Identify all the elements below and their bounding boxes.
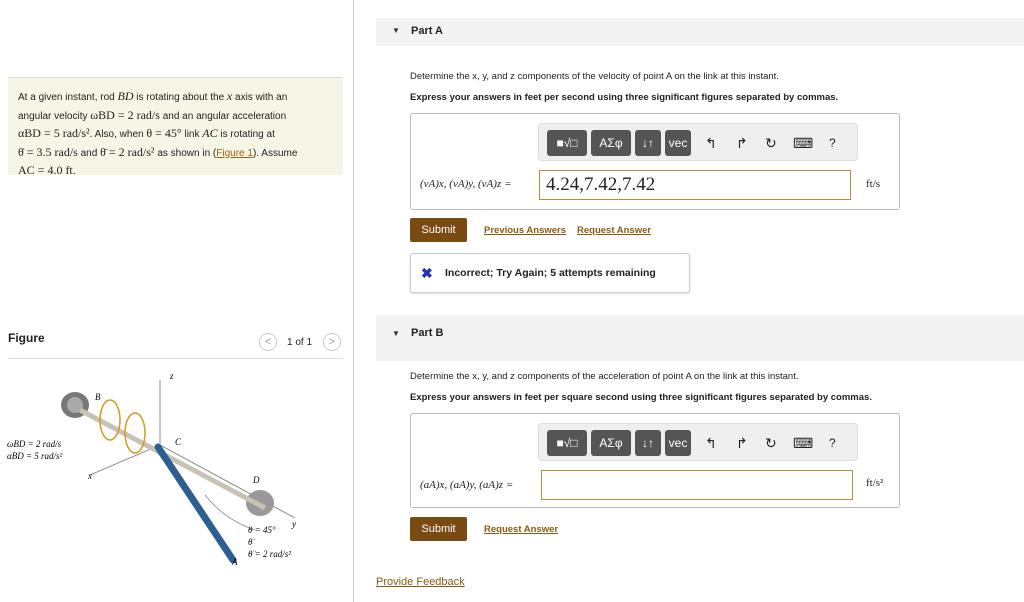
answer-label: (aA)x, (aA)y, (aA)z = — [420, 479, 514, 491]
templates-button[interactable]: ■√□ — [547, 430, 587, 456]
text: . Also, when — [89, 129, 147, 140]
vec-button[interactable]: vec — [665, 430, 691, 456]
math: αBD = 5 rad/s² — [18, 126, 90, 140]
text: link — [181, 129, 203, 140]
figure-title: Figure — [8, 331, 45, 345]
prev-figure-button[interactable]: < — [259, 333, 277, 351]
redo-icon[interactable]: ↱ — [736, 435, 748, 451]
keyboard-icon[interactable]: ⌨ — [793, 435, 814, 451]
text: and an angular acceleration — [159, 110, 287, 122]
redo-icon[interactable]: ↱ — [736, 135, 748, 151]
math: θ̈ = 2 rad/s² — [100, 144, 155, 159]
math: ωBD = 2 rad/s — [90, 107, 160, 122]
x-axis-label: x — [88, 471, 92, 481]
provide-feedback-link[interactable]: Provide Feedback — [376, 576, 465, 588]
math: θ̇ = 3.5 rad/s — [18, 144, 78, 159]
reset-icon[interactable]: ↻ — [765, 435, 777, 451]
greek-button[interactable]: ΑΣφ — [591, 130, 631, 156]
problem-statement — [8, 77, 343, 175]
part-a-title: Part A — [411, 25, 443, 37]
part-b-answer-box — [410, 413, 900, 508]
part-a-instruction: Express your answers in feet per second using three significant figures separated by commas. — [410, 92, 839, 103]
reset-icon[interactable]: ↻ — [765, 135, 777, 151]
theta-label: θ = 45° — [248, 525, 276, 535]
omega-label: ωBD = 2 rad/s — [7, 439, 62, 449]
panel-divider — [353, 0, 354, 602]
collapse-icon: ▼ — [392, 329, 400, 338]
math-toolbar — [538, 123, 858, 161]
unit-label: ft/s — [866, 178, 881, 190]
previous-answers-link[interactable]: Previous Answers — [484, 225, 567, 236]
text: At a given instant, rod — [18, 92, 118, 103]
text: and — [77, 147, 101, 159]
part-b-title: Part B — [411, 327, 444, 339]
text: is rotating about the — [133, 92, 227, 103]
math: AC = 4.0 ft. — [18, 163, 76, 177]
arrows-button[interactable]: ↓↑ — [635, 130, 661, 156]
part-a-question: Determine the x, y, and z components of the velocity of point A on the link at this instant. — [410, 71, 779, 82]
figure-image — [7, 365, 320, 580]
request-answer-link[interactable]: Request Answer — [577, 225, 652, 236]
math: AC — [202, 126, 218, 140]
answer-label: (vA)x, (vA)y, (vA)z = — [420, 178, 512, 190]
vec-button[interactable]: vec — [665, 130, 691, 156]
part-b-header[interactable] — [376, 315, 1024, 361]
figure-counter: 1 of 1 — [287, 337, 313, 348]
text: axis with an — [232, 92, 288, 103]
help-icon[interactable]: ? — [829, 436, 836, 450]
y-axis-label: y — [292, 519, 296, 529]
math: BD — [117, 89, 134, 103]
incorrect-icon: ✖ — [421, 265, 433, 281]
next-figure-button[interactable]: > — [323, 333, 341, 351]
collapse-icon: ▼ — [392, 26, 400, 35]
submit-button[interactable]: Submit — [410, 517, 467, 541]
point-c-label: C — [175, 437, 182, 447]
part-a-answer-box — [410, 113, 900, 210]
part-b-question: Determine the x, y, and z components of the acceleration of point A on the link at this instant. — [410, 371, 799, 382]
point-a-label: A — [232, 557, 238, 567]
text: angular velocity — [18, 110, 91, 122]
text: ). Assume — [252, 147, 298, 159]
math: x — [226, 89, 233, 103]
help-icon[interactable]: ? — [829, 136, 836, 150]
keyboard-icon[interactable]: ⌨ — [793, 135, 814, 151]
text: as shown in ( — [154, 147, 217, 159]
undo-icon[interactable]: ↰ — [705, 135, 717, 151]
thetadot-label: θ̇ — [248, 537, 253, 547]
undo-icon[interactable]: ↰ — [705, 435, 717, 451]
figure-link[interactable]: Figure 1 — [216, 147, 253, 159]
unit-label: ft/s² — [866, 477, 884, 489]
math-toolbar — [538, 423, 858, 461]
math: θ = 45° — [146, 126, 182, 140]
greek-button[interactable]: ΑΣφ — [591, 430, 631, 456]
thetaddot-label: θ̈ = 2 rad/s² — [248, 549, 291, 559]
velocity-answer-input[interactable]: 4.24,7.42,7.42 — [539, 170, 851, 200]
acceleration-answer-input[interactable] — [541, 470, 853, 500]
text: is rotating at — [217, 129, 275, 140]
part-b-instruction: Express your answers in feet per square second using three significant figures separated by commas. — [410, 392, 872, 403]
z-axis-label: z — [170, 371, 174, 381]
feedback-box — [410, 253, 690, 293]
submit-button[interactable]: Submit — [410, 218, 467, 242]
point-d-label: D — [253, 475, 260, 485]
feedback-text: Incorrect; Try Again; 5 attempts remaining — [445, 267, 656, 279]
part-a-header[interactable] — [376, 18, 1024, 46]
request-answer-link[interactable]: Request Answer — [484, 524, 559, 535]
point-b-label: B — [95, 392, 101, 402]
alpha-label: αBD = 5 rad/s² — [7, 451, 63, 461]
arrows-button[interactable]: ↓↑ — [635, 430, 661, 456]
divider — [8, 358, 343, 359]
templates-button[interactable]: ■√□ — [547, 130, 587, 156]
